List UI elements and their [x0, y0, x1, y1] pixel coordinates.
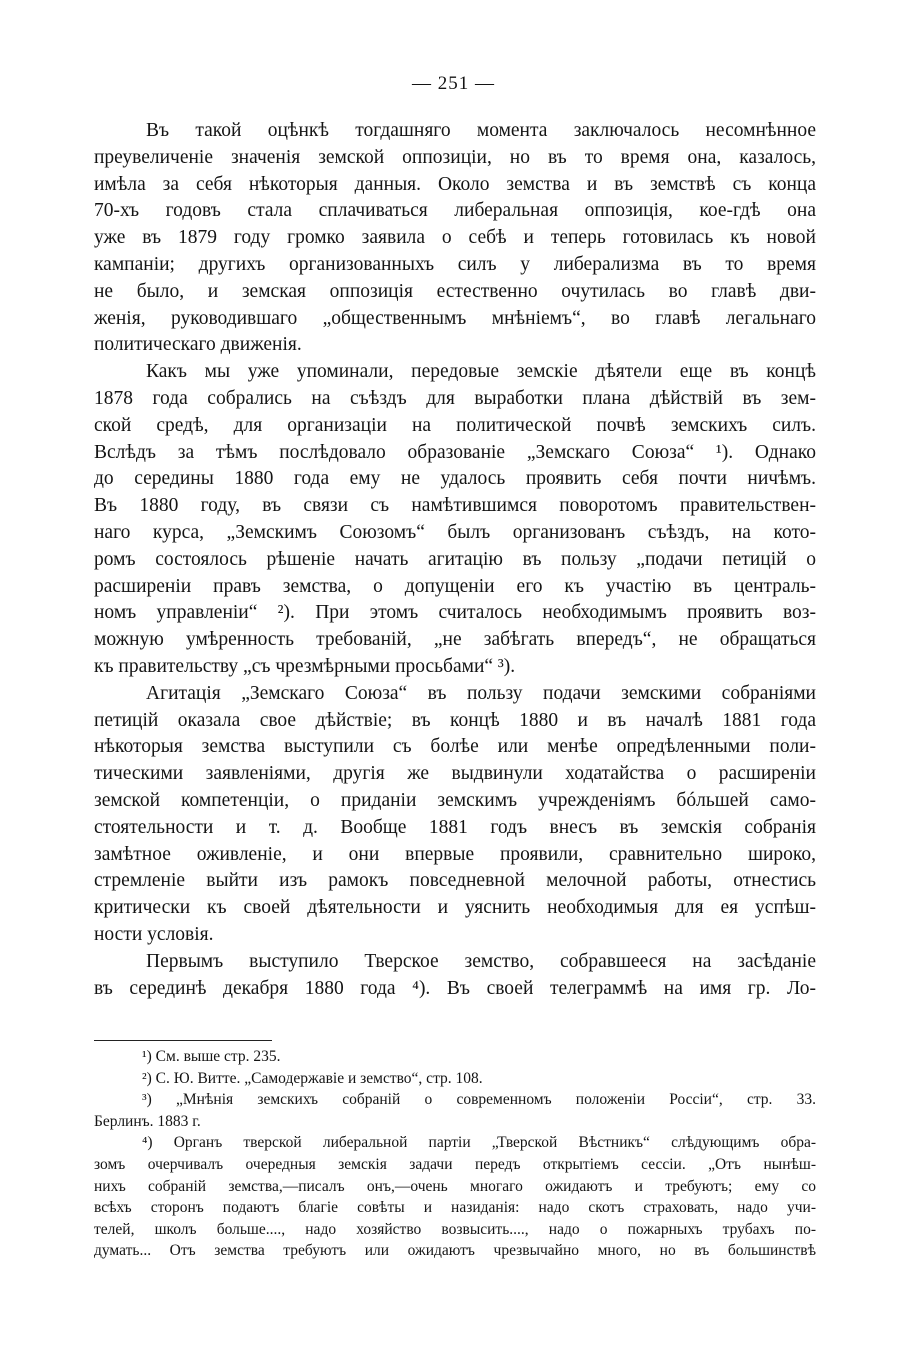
text-line: Берлинъ. 1883 г.: [94, 1112, 201, 1130]
text-line: политическаго движенія.: [94, 334, 302, 356]
text-line: кампаніи; другихъ организованныхъ силъ у либерализма въ то время: [94, 253, 816, 275]
text-line: критически къ своей дѣятельности и уяснить необходимыя для ея успѣш-: [94, 897, 816, 919]
text-line: телей, школъ больше...., надо хозяйство возвысить...., надо о пожарныхъ трубахъ по-: [94, 1220, 816, 1238]
footnote: [94, 1089, 816, 1132]
paragraph: [94, 949, 816, 1003]
paragraph: [94, 681, 816, 949]
text-line: ³) „Мнѣнія земскихъ собраній о современномъ положеніи Россіи“, стр. 33.: [142, 1091, 816, 1109]
text-line: 70-хъ годовъ стала сплачиваться либеральная оппозиція, кое-гдѣ она: [94, 200, 816, 222]
footnote-rule: [94, 1040, 272, 1041]
footnote: [94, 1046, 816, 1068]
text-line: женія, руководившаго „общественнымъ мнѣніемъ“, во главѣ легальнаго: [94, 307, 816, 329]
text-line: ⁴) Органъ тверской либеральной партіи „Тверской Вѣстникъ“ слѣдующимъ обра-: [142, 1134, 816, 1152]
text-line: Въ 1880 году, въ связи съ намѣтившимся поворотомъ правительствен-: [94, 495, 816, 517]
footnote: [94, 1132, 816, 1262]
text-line: Первымъ выступило Тверское земство, собравшееся на засѣданіе: [146, 950, 816, 972]
text-line: ²) С. Ю. Витте. „Самодержавіе и земство“, стр. 108.: [142, 1069, 483, 1087]
text-line: 1878 года собрались на съѣздъ для выработки плана дѣйствій въ зем-: [94, 387, 816, 409]
text-line: ромъ состоялось рѣшеніе начать агитацію въ пользу „подачи петицій о: [94, 548, 816, 570]
text-line: ности условія.: [94, 923, 214, 945]
text-line: Вслѣдъ за тѣмъ послѣдовало образованіе „Земскаго Союза“ ¹). Однако: [94, 441, 816, 463]
text-line: можную умѣренность требованій, „не забѣгать впередъ“, не обращаться: [94, 629, 816, 651]
text-line: стоятельности и т. д. Вообще 1881 годъ внесъ въ земскія собранія: [94, 816, 816, 838]
text-line: тическими заявленіями, другія же выдвинули ходатайства о расширеніи: [94, 763, 816, 785]
text-line: Какъ мы уже упоминали, передовые земскіе дѣятели еще въ концѣ: [146, 361, 816, 383]
text-line: имѣла за себя нѣкоторыя данныя. Около земства и въ земствѣ съ конца: [94, 173, 816, 195]
text-line: ¹) См. выше стр. 235.: [142, 1048, 281, 1065]
text-line: къ правительству „съ чрезмѣрными просьбами“ ³).: [94, 655, 516, 677]
text-line: всѣхъ сторонъ подаютъ благіе совѣты и назиданія: надо скотъ страховать, надо учи-: [94, 1199, 816, 1217]
text-line: ской средѣ, для организаціи на политической почвѣ земскихъ силъ.: [94, 414, 816, 436]
text-line: стремленіе выйти изъ рамокъ повседневной мелочной работы, отнестись: [94, 870, 816, 892]
text-line: до середины 1880 года ему не удалось проявить себя почти ничѣмъ.: [94, 468, 816, 490]
body-text: [94, 118, 816, 1002]
text-line: Агитація „Земскаго Союза“ въ пользу подачи земскими собраніями: [146, 682, 816, 704]
paragraph: [94, 359, 816, 681]
text-line: Въ такой оцѣнкѣ тогдашняго момента заключалось несомнѣнное: [146, 120, 816, 141]
text-line: наго курса, „Земскимъ Союзомъ“ былъ организованъ съѣздъ, на кото-: [94, 521, 816, 543]
footnote: [94, 1068, 816, 1090]
text-line: нихъ собраній земства,—писалъ онъ,—очень многаго ожидаютъ и требуютъ; ему со: [94, 1177, 816, 1195]
page-number: — 251 —: [412, 73, 495, 94]
text-line: петицій оказала свое дѣйствіе; въ концѣ 1880 и въ началѣ 1881 года: [94, 709, 816, 731]
text-line: нѣкоторыя земства выступили съ болѣе или менѣе опредѣленными поли-: [94, 736, 816, 758]
text-line: номъ управленіи“ ²). При этомъ считалось необходимымъ проявить воз-: [94, 602, 816, 624]
text-line: земской компетенціи, о приданіи земскимъ учрежденіямъ бóльшей само-: [94, 789, 816, 811]
text-line: уже въ 1879 году громко заявила о себѣ и теперь готовилась къ новой: [94, 227, 816, 249]
text-line: преувеличеніе значенія земской оппозиціи, но въ то время она, казалось,: [94, 146, 816, 168]
text-line: расширеніи правъ земства, о допущеніи его къ участію въ централь-: [94, 575, 816, 597]
text-line: въ серединѣ декабря 1880 года ⁴). Въ своей телеграммѣ на имя гр. Ло-: [94, 977, 816, 999]
paragraph: [94, 118, 816, 359]
text-line: думать... Отъ земства требуютъ или ожидаютъ чрезвычайно много, но въ большинствѣ: [94, 1242, 816, 1260]
text-line: замѣтное оживленіе, и они впервые проявили, сравнительно широко,: [94, 843, 816, 865]
footnotes: [94, 1046, 816, 1262]
text-line: зомъ очерчивалъ очередныя земскія задачи передъ открытіемъ сессіи. „Отъ нынѣш-: [94, 1155, 816, 1173]
text-line: не было, и земская оппозиція естественно очутилась во главѣ дви-: [94, 280, 816, 302]
